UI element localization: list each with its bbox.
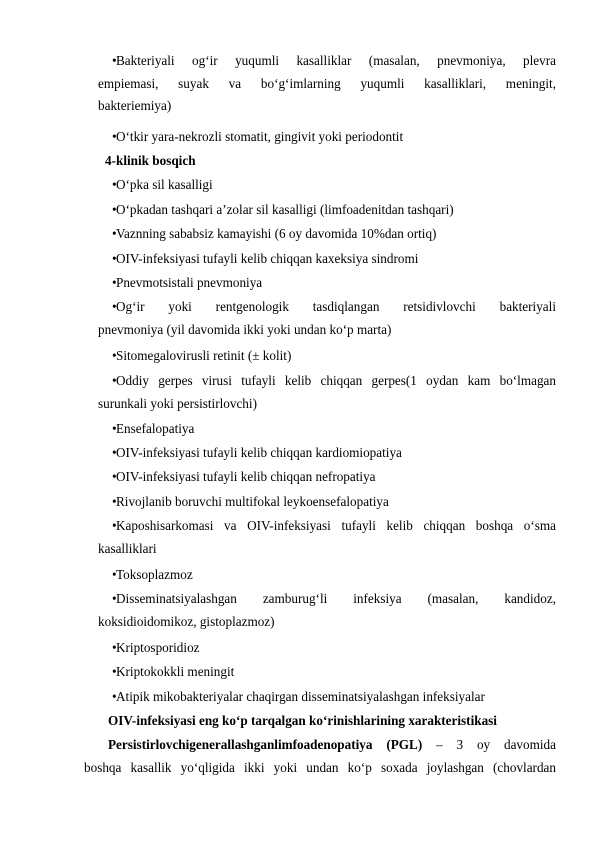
bullet-icon: • bbox=[112, 226, 117, 241]
paragraph bbox=[84, 734, 556, 779]
list-item bbox=[98, 418, 556, 441]
list-item bbox=[98, 564, 556, 587]
bullet-icon: • bbox=[112, 202, 117, 217]
bullet-icon: • bbox=[112, 348, 117, 363]
bullet-icon: • bbox=[112, 689, 117, 704]
list-item-text: OIV-infeksiyasi tufayli kelib chiqqan nefropatiya bbox=[116, 469, 376, 484]
list-item-text: Bakteriyali og‘ir yuqumli kasalliklar (masalan, pnevmoniya, plevra bbox=[116, 53, 556, 68]
list-item-text: Kaposhisarkomasi va OIV-infeksiyasi tufayli kelib chiqqan boshqa o‘sma bbox=[116, 518, 556, 533]
list-item bbox=[98, 491, 556, 514]
list-item-text: Rivojlanib boruvchi multifokal leykoensefalopatiya bbox=[116, 494, 389, 509]
list-item bbox=[98, 272, 556, 295]
list-item-text: O‘pka sil kasalligi bbox=[116, 177, 213, 192]
list-item-text-cont: bakteriemiya) bbox=[98, 98, 172, 113]
list-item-text: OIV-infeksiyasi tufayli kelib chiqqan kardiomiopatiya bbox=[116, 445, 402, 460]
list-item bbox=[98, 588, 556, 633]
list-item-text: Og‘ir yoki rentgenologik tasdiqlangan retsidivlovchi bakteriyali bbox=[116, 299, 556, 314]
list-item bbox=[98, 126, 556, 149]
list-item-text: Oddiy gerpes virusi tufayli kelib chiqqan gerpes(1 oydan kam bo‘lmagan bbox=[116, 373, 556, 388]
list-item-text: Kriptokokkli meningit bbox=[116, 664, 235, 679]
list-item bbox=[98, 174, 556, 197]
term-bold: Persistirlovchigenerallashganlimfoadenopatiya bbox=[108, 737, 373, 752]
list-item-text: Atipik mikobakteriyalar chaqirgan disseminatsiyalashgan infeksiyalar bbox=[116, 689, 485, 704]
list-item bbox=[98, 199, 556, 222]
list-item bbox=[98, 248, 556, 271]
list-item bbox=[98, 345, 556, 368]
list-item-text: Disseminatsiyalashgan zamburug‘li infeksiya (masalan, kandidoz, bbox=[116, 591, 556, 606]
bullet-icon: • bbox=[112, 275, 117, 290]
list-item-text: OIV-infeksiyasi tufayli kelib chiqqan kaxeksiya sindromi bbox=[116, 251, 419, 266]
list-item bbox=[98, 370, 556, 415]
bullet-icon: • bbox=[112, 177, 117, 192]
bullet-icon: • bbox=[112, 591, 117, 606]
term-abbr: (PGL) bbox=[386, 737, 423, 752]
list-item bbox=[98, 661, 556, 684]
bullet-icon: • bbox=[112, 664, 117, 679]
bullet-icon: • bbox=[112, 373, 117, 388]
list-item-text-cont: surunkali yoki persistirlovchi) bbox=[98, 395, 257, 411]
bullet-icon: • bbox=[112, 445, 117, 460]
bullet-icon: • bbox=[112, 421, 117, 436]
bullet-icon: • bbox=[112, 640, 117, 655]
bullet-icon: • bbox=[112, 53, 117, 68]
list-item bbox=[98, 637, 556, 660]
list-item-text-cont: kasalliklari bbox=[98, 540, 157, 556]
paragraph-line bbox=[84, 734, 556, 757]
list-item-text-cont: pnevmoniya (yil davomida ikki yoki undan ko‘p marta) bbox=[98, 321, 392, 337]
list-item bbox=[98, 442, 556, 465]
list-item-text: Pnevmotsistali pnevmoniya bbox=[116, 275, 263, 290]
list-item-text-cont: empiemasi, suyak va bo‘g‘imlarning yuqumli kasalliklari, meningit, bbox=[98, 75, 556, 91]
list-item-text: Kriptosporidioz bbox=[116, 640, 200, 655]
list-item bbox=[98, 223, 556, 246]
list-item-text: O‘pkadan tashqari a’zolar sil kasalligi (limfoadenitdan tashqari) bbox=[116, 202, 454, 217]
list-item-text: Toksoplazmoz bbox=[116, 567, 193, 582]
bullet-icon: • bbox=[112, 251, 117, 266]
paragraph-line: boshqa kasallik yo‘qligida ikki yoki undan ko‘p soxada joylashgan (chovlardan bbox=[84, 759, 556, 775]
paragraph-text: – 3 oy davomida bbox=[436, 737, 556, 752]
section-heading: 4-klinik bosqich bbox=[105, 153, 196, 168]
list-item bbox=[98, 50, 556, 118]
section-heading: OIV-infeksiyasi eng ko‘p tarqalgan ko‘rinishlarining xarakteristikasi bbox=[108, 713, 497, 728]
bullet-icon: • bbox=[112, 518, 117, 533]
list-item-text: O‘tkir yara-nekrozli stomatit, gingivit yoki periodontit bbox=[116, 129, 404, 144]
list-item bbox=[98, 466, 556, 489]
bullet-icon: • bbox=[112, 469, 117, 484]
list-item-text: Vaznning sababsiz kamayishi (6 oy davomida 10%dan ortiq) bbox=[116, 226, 437, 241]
list-item bbox=[98, 515, 556, 560]
list-item-text-cont: koksidioidomikoz, gistoplazmoz) bbox=[98, 613, 275, 629]
bullet-icon: • bbox=[112, 494, 117, 509]
bullet-icon: • bbox=[112, 567, 117, 582]
bullet-icon: • bbox=[112, 299, 117, 314]
list-item bbox=[98, 296, 556, 341]
bullet-icon: • bbox=[112, 129, 117, 144]
list-item-text: Ensefalopatiya bbox=[116, 421, 195, 436]
list-item-text: Sitomegalovirusli retinit (± kolit) bbox=[116, 348, 292, 363]
list-item bbox=[98, 686, 556, 709]
